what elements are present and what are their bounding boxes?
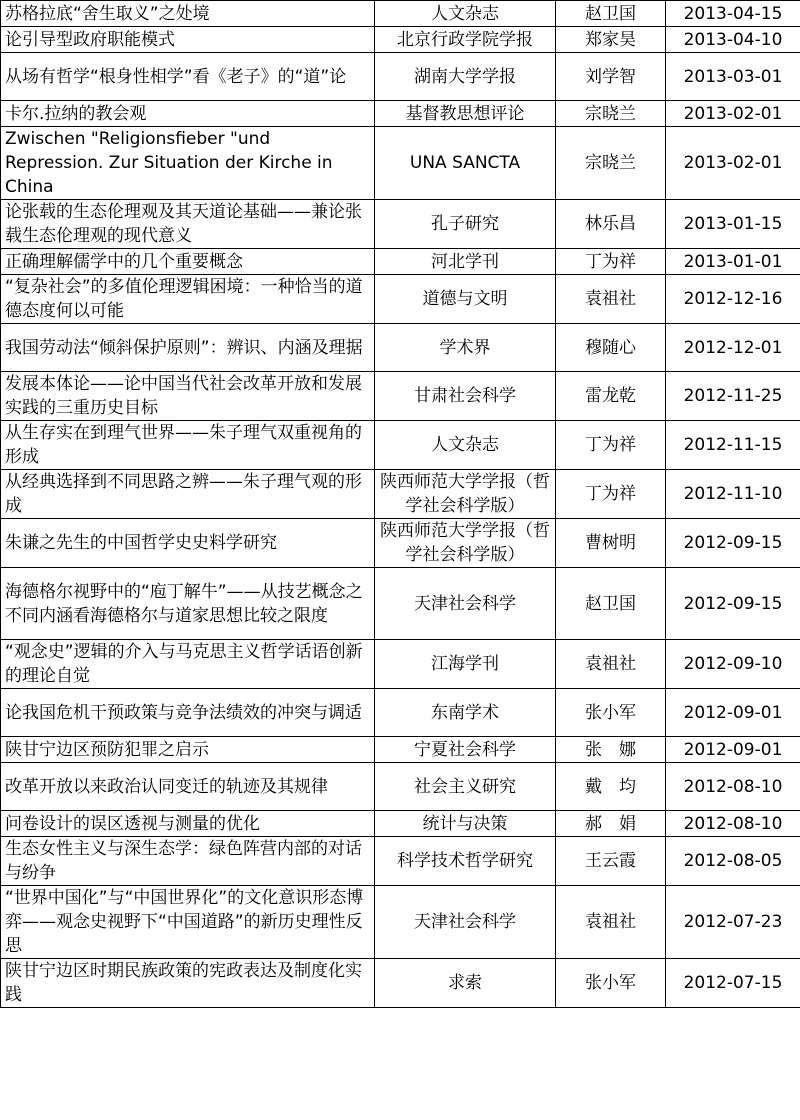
table-row	[1, 127, 800, 200]
author-cell: 赵卫国	[556, 1, 666, 27]
journal-cell: UNA SANCTA	[375, 127, 556, 200]
table-row	[1, 421, 800, 470]
author-cell: 穆随心	[556, 324, 666, 372]
author-cell: 刘学智	[556, 53, 666, 101]
journal-cell: 天津社会科学	[375, 886, 556, 959]
author-cell: 宗晓兰	[556, 127, 666, 200]
article-title-cell: 海德格尔视野中的“庖丁解牛”——从技艺概念之不同内涵看海德格尔与道家思想比较之限度	[1, 568, 375, 640]
table-row	[1, 101, 800, 127]
article-title-cell: 朱谦之先生的中国哲学史史料学研究	[1, 519, 375, 568]
publication-date-cell: 2012-11-15	[666, 421, 800, 470]
table-row	[1, 886, 800, 959]
table-row	[1, 763, 800, 811]
author-cell: 郝 娟	[556, 811, 666, 837]
journal-cell: 天津社会科学	[375, 568, 556, 640]
publication-date-cell: 2012-11-25	[666, 372, 800, 421]
publication-date-cell: 2012-09-01	[666, 689, 800, 737]
publication-date-cell: 2013-01-01	[666, 249, 800, 275]
journal-cell: 学术界	[375, 324, 556, 372]
article-title-cell: 论引导型政府职能模式	[1, 27, 375, 53]
journal-cell: 北京行政学院学报	[375, 27, 556, 53]
author-cell: 丁为祥	[556, 421, 666, 470]
journal-cell: 河北学刊	[375, 249, 556, 275]
publication-date-cell: 2012-08-10	[666, 763, 800, 811]
author-cell: 丁为祥	[556, 470, 666, 519]
journal-cell: 基督教思想评论	[375, 101, 556, 127]
table-row	[1, 811, 800, 837]
table-row	[1, 959, 800, 1008]
publication-date-cell: 2013-02-01	[666, 127, 800, 200]
table-row	[1, 372, 800, 421]
author-cell: 张 娜	[556, 737, 666, 763]
journal-cell: 统计与决策	[375, 811, 556, 837]
author-cell: 张小军	[556, 959, 666, 1008]
article-title-cell: “观念史”逻辑的介入与马克思主义哲学话语创新的理论自觉	[1, 640, 375, 689]
author-cell: 王云霞	[556, 837, 666, 886]
author-cell: 雷龙乾	[556, 372, 666, 421]
author-cell: 袁祖社	[556, 640, 666, 689]
publication-date-cell: 2012-09-10	[666, 640, 800, 689]
table-row	[1, 200, 800, 249]
table-row	[1, 568, 800, 640]
article-title-cell: 问卷设计的误区透视与测量的优化	[1, 811, 375, 837]
author-cell: 赵卫国	[556, 568, 666, 640]
journal-cell: 江海学刊	[375, 640, 556, 689]
publication-date-cell: 2012-09-01	[666, 737, 800, 763]
publication-date-cell: 2013-04-10	[666, 27, 800, 53]
journal-cell: 人文杂志	[375, 421, 556, 470]
article-title-cell: 论张载的生态伦理观及其天道论基础——兼论张载生态伦理观的现代意义	[1, 200, 375, 249]
journal-cell: 陕西师范大学学报（哲学社会科学版）	[375, 519, 556, 568]
journal-cell: 甘肃社会科学	[375, 372, 556, 421]
table-row	[1, 27, 800, 53]
article-title-cell: 从经典选择到不同思路之辨——朱子理气观的形成	[1, 470, 375, 519]
article-title-cell: “复杂社会”的多值伦理逻辑困境：一种恰当的道德态度何以可能	[1, 275, 375, 324]
table-row	[1, 53, 800, 101]
journal-cell: 求索	[375, 959, 556, 1008]
author-cell: 袁祖社	[556, 886, 666, 959]
publication-date-cell: 2012-12-01	[666, 324, 800, 372]
article-title-cell: 陕甘宁边区时期民族政策的宪政表达及制度化实践	[1, 959, 375, 1008]
article-title-cell: 改革开放以来政治认同变迁的轨迹及其规律	[1, 763, 375, 811]
journal-cell: 湖南大学学报	[375, 53, 556, 101]
publication-date-cell: 2012-09-15	[666, 568, 800, 640]
author-cell: 林乐昌	[556, 200, 666, 249]
publication-date-cell: 2013-02-01	[666, 101, 800, 127]
publication-date-cell: 2012-09-15	[666, 519, 800, 568]
journal-cell: 宁夏社会科学	[375, 737, 556, 763]
article-title-cell: “世界中国化”与“中国世界化”的文化意识形态博弈——观念史视野下“中国道路”的新历史理性反思	[1, 886, 375, 959]
table-row	[1, 249, 800, 275]
table-row	[1, 324, 800, 372]
author-cell: 张小军	[556, 689, 666, 737]
journal-cell: 东南学术	[375, 689, 556, 737]
article-title-cell: 苏格拉底“舍生取义”之处境	[1, 1, 375, 27]
article-title-cell: 陕甘宁边区预防犯罪之启示	[1, 737, 375, 763]
journal-cell: 道德与文明	[375, 275, 556, 324]
article-title-cell: 论我国危机干预政策与竞争法绩效的冲突与调适	[1, 689, 375, 737]
table-row	[1, 519, 800, 568]
journal-cell: 陕西师范大学学报（哲学社会科学版）	[375, 470, 556, 519]
publications-table-body	[1, 1, 800, 1008]
author-cell: 郑家昊	[556, 27, 666, 53]
journal-cell: 社会主义研究	[375, 763, 556, 811]
publication-date-cell: 2013-03-01	[666, 53, 800, 101]
author-cell: 袁祖社	[556, 275, 666, 324]
publication-date-cell: 2012-07-23	[666, 886, 800, 959]
publication-date-cell: 2012-08-05	[666, 837, 800, 886]
table-row	[1, 737, 800, 763]
article-title-cell: 发展本体论——论中国当代社会改革开放和发展实践的三重历史目标	[1, 372, 375, 421]
publication-date-cell: 2013-04-15	[666, 1, 800, 27]
journal-cell: 孔子研究	[375, 200, 556, 249]
table-row	[1, 640, 800, 689]
author-cell: 丁为祥	[556, 249, 666, 275]
author-cell: 曹树明	[556, 519, 666, 568]
publication-date-cell: 2012-08-10	[666, 811, 800, 837]
author-cell: 宗晓兰	[556, 101, 666, 127]
article-title-cell: 我国劳动法“倾斜保护原则”：辨识、内涵及理据	[1, 324, 375, 372]
article-title-cell: 从场有哲学“根身性相学”看《老子》的“道”论	[1, 53, 375, 101]
publication-date-cell: 2012-07-15	[666, 959, 800, 1008]
table-row	[1, 837, 800, 886]
article-title-cell: 卡尔.拉纳的教会观	[1, 101, 375, 127]
table-row	[1, 1, 800, 27]
article-title-cell: 正确理解儒学中的几个重要概念	[1, 249, 375, 275]
publication-date-cell: 2012-12-16	[666, 275, 800, 324]
journal-cell: 人文杂志	[375, 1, 556, 27]
publication-date-cell: 2013-01-15	[666, 200, 800, 249]
publication-date-cell: 2012-11-10	[666, 470, 800, 519]
article-title-cell: Zwischen "Religionsfieber "und Repression. Zur Situation der Kirche in China	[1, 127, 375, 200]
table-row	[1, 470, 800, 519]
table-row	[1, 689, 800, 737]
author-cell: 戴 均	[556, 763, 666, 811]
journal-cell: 科学技术哲学研究	[375, 837, 556, 886]
table-row	[1, 275, 800, 324]
article-title-cell: 生态女性主义与深生态学：绿色阵营内部的对话与纷争	[1, 837, 375, 886]
article-title-cell: 从生存实在到理气世界——朱子理气双重视角的形成	[1, 421, 375, 470]
